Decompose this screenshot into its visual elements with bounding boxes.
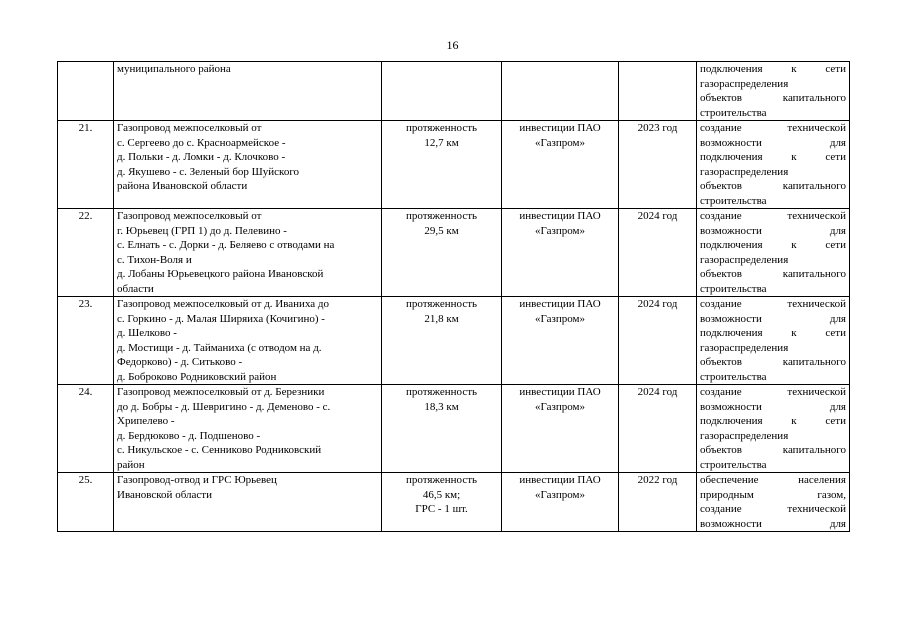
object-name-line: Газопровод межпоселковый от [117, 210, 262, 222]
funding-source-line: инвестиции ПАО [519, 298, 601, 310]
parameter-line: протяженность [405, 386, 478, 398]
goal-cell [697, 473, 850, 532]
goal-line: подключения к сети [700, 239, 846, 251]
parameters-cell [382, 62, 502, 121]
goal-line: возможности для [700, 517, 846, 530]
object-name-line: области [117, 282, 154, 295]
parameters-cell [382, 385, 502, 473]
object-name-cell [114, 473, 382, 532]
funding-source-cell [502, 473, 619, 532]
object-name-line: Газопровод межпоселковый от [117, 122, 262, 134]
page-number: 16 [446, 38, 459, 52]
parameter-line: 21,8 км [424, 312, 459, 325]
funding-source-cell [502, 385, 619, 473]
goal-line: объектов капитального [700, 180, 846, 192]
year-cell [619, 209, 697, 297]
goal-line: строительства [700, 194, 767, 207]
year-cell [619, 297, 697, 385]
goal-line: создание технической [700, 503, 846, 515]
goal-line: создание технической [700, 122, 846, 134]
goal-cell [697, 121, 850, 209]
goal-line: возможности для [700, 312, 846, 325]
goal-line: природным газом, [700, 488, 846, 501]
object-name-line: Газопровод межпоселковый от д. Березники [117, 386, 325, 398]
object-name-line: д. Боброково Родниковский район [117, 370, 277, 383]
goal-line: объектов капитального [700, 356, 846, 368]
table-row [58, 209, 850, 297]
object-name-line: с. Никульское - с. Сенниково Родниковский [117, 444, 322, 456]
row-number-text: 22. [78, 210, 93, 222]
goal-line: строительства [700, 282, 767, 295]
goal-line: создание технической [700, 386, 846, 398]
object-name-line: д. Лобаны Юрьевецкого района Ивановской [117, 268, 324, 280]
year-cell [619, 121, 697, 209]
year-text: 2023 год [637, 122, 678, 134]
funding-source-line: «Газпром» [535, 400, 585, 413]
goal-cell [697, 297, 850, 385]
goal-line: создание технической [700, 298, 846, 310]
year-text: 2024 год [637, 386, 678, 398]
goal-line: подключения к сети [700, 327, 846, 339]
funding-source-line: «Газпром» [535, 312, 585, 325]
row-number [58, 297, 114, 385]
funding-source-cell [502, 62, 619, 121]
parameters-cell [382, 297, 502, 385]
goal-line: возможности для [700, 400, 846, 413]
row-number-text: 25. [78, 474, 93, 486]
goal-line: обеспечение населения [700, 474, 846, 486]
object-name-line: Хрипелево - [117, 415, 175, 427]
year-cell [619, 473, 697, 532]
row-number [58, 473, 114, 532]
goal-line: газораспределения [700, 429, 789, 442]
object-name-line: д. Шелково - [117, 327, 177, 339]
object-name-line: Федорково) - д. Ситьково - [117, 356, 243, 368]
row-number [58, 62, 114, 121]
object-name-line: д. Мостищи - д. Тайманиха (с отводом на д. [117, 341, 322, 354]
parameter-line: протяженность [405, 122, 478, 134]
table-row [58, 385, 850, 473]
year-cell [619, 62, 697, 121]
funding-source-line: «Газпром» [535, 488, 585, 501]
funding-source-line: «Газпром» [535, 224, 585, 237]
funding-source-line: инвестиции ПАО [519, 474, 601, 486]
goal-line: газораспределения [700, 253, 789, 266]
funding-source-line: инвестиции ПАО [519, 122, 601, 134]
parameter-line: протяженность [405, 474, 478, 486]
object-name-line: д. Якушево - с. Зеленый бор Шуйского [117, 165, 300, 178]
year-text: 2024 год [637, 210, 678, 222]
object-name-line: района Ивановской области [117, 180, 248, 192]
goal-line: объектов капитального [700, 268, 846, 280]
object-name-line: с. Сергеево до с. Красноармейское - [117, 136, 286, 149]
object-name-line: д. Бердюково - д. Подшеново - [117, 429, 261, 442]
object-name-cell [114, 385, 382, 473]
table-row [58, 297, 850, 385]
funding-source-line: «Газпром» [535, 136, 585, 149]
row-number-text: 24. [78, 386, 93, 398]
row-number [58, 385, 114, 473]
object-name-cell [114, 62, 382, 121]
parameter-line: 29,5 км [424, 224, 459, 237]
goal-line: подключения к сети [700, 415, 846, 427]
goal-line: подключения к сети [700, 63, 846, 75]
funding-source-cell [502, 121, 619, 209]
goal-cell [697, 62, 850, 121]
row-number [58, 121, 114, 209]
object-name-line: муниципального района [117, 63, 231, 75]
parameter-line: протяженность [405, 298, 478, 310]
object-name-line: г. Юрьевец (ГРП 1) до д. Пелевино - [117, 224, 287, 237]
year-cell [619, 385, 697, 473]
row-number [58, 209, 114, 297]
goal-line: газораспределения [700, 165, 789, 178]
table-row [58, 121, 850, 209]
projects-table [57, 61, 850, 532]
goal-line: объектов капитального [700, 92, 846, 104]
parameter-line: 12,7 км [424, 136, 459, 149]
parameters-cell [382, 121, 502, 209]
object-name-line: Ивановской области [117, 488, 212, 501]
year-text: 2024 год [637, 298, 678, 310]
parameter-line: ГРС - 1 шт. [415, 503, 468, 515]
goal-line: возможности для [700, 224, 846, 237]
funding-source-line: инвестиции ПАО [519, 386, 601, 398]
object-name-cell [114, 209, 382, 297]
year-text: 2022 год [637, 474, 678, 486]
table-row [58, 62, 850, 121]
goal-line: газораспределения [700, 77, 789, 90]
object-name-line: с. Тихон-Воля и [117, 253, 192, 266]
goal-line: объектов капитального [700, 444, 846, 456]
parameters-cell [382, 209, 502, 297]
goal-cell [697, 209, 850, 297]
goal-line: строительства [700, 370, 767, 383]
funding-source-cell [502, 209, 619, 297]
goal-line: газораспределения [700, 341, 789, 354]
parameters-cell [382, 473, 502, 532]
row-number-text: 21. [78, 122, 93, 134]
object-name-line: до д. Бобры - д. Шевригино - д. Деменово - с. [117, 400, 331, 413]
goal-line: подключения к сети [700, 151, 846, 163]
parameter-line: протяженность [405, 210, 478, 222]
object-name-line: Газопровод межпоселковый от д. Иваниха до [117, 298, 330, 310]
funding-source-line: инвестиции ПАО [519, 210, 601, 222]
object-name-cell [114, 297, 382, 385]
goal-cell [697, 385, 850, 473]
projects-table-body [58, 62, 850, 532]
goal-line: строительства [700, 106, 767, 119]
object-name-line: с. Елнать - с. Дорки - д. Беляево с отводами на [117, 239, 335, 251]
object-name-line: Газопровод-отвод и ГРС Юрьевец [117, 474, 277, 486]
object-name-line: район [117, 458, 145, 471]
goal-line: возможности для [700, 136, 846, 149]
table-row [58, 473, 850, 532]
parameter-line: 46,5 км; [422, 488, 461, 501]
goal-line: создание технической [700, 210, 846, 222]
object-name-line: с. Горкино - д. Малая Ширяиха (Кочигино) - [117, 312, 325, 325]
row-number-text: 23. [78, 298, 93, 310]
parameter-line: 18,3 км [424, 400, 459, 413]
goal-line: строительства [700, 458, 767, 471]
object-name-cell [114, 121, 382, 209]
funding-source-cell [502, 297, 619, 385]
object-name-line: д. Польки - д. Ломки - д. Клочково - [117, 151, 286, 163]
